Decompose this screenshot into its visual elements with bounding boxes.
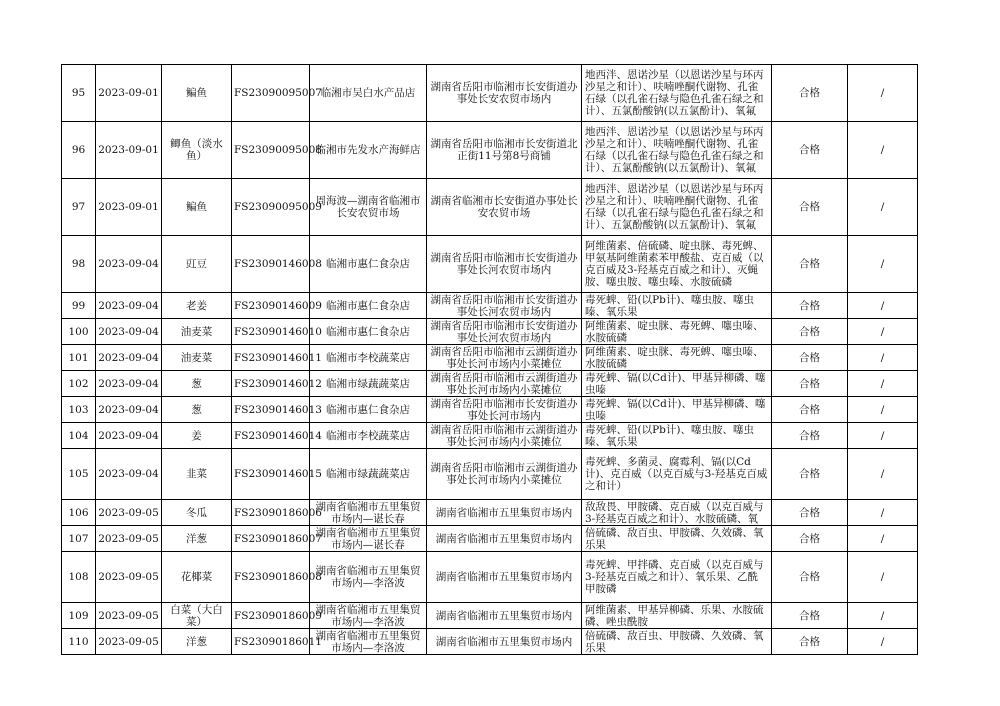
row-number: 97 <box>62 179 96 236</box>
sampling-date: 2023-09-01 <box>96 179 162 236</box>
result: 合格 <box>772 603 848 629</box>
seller-address: 湖南省岳阳市临湘市云湖街道办事处长河市场内小菜摊位 <box>427 423 582 449</box>
food-name: 鳊鱼 <box>162 179 232 236</box>
sampling-date: 2023-09-04 <box>96 345 162 371</box>
sampling-date: 2023-09-04 <box>96 319 162 345</box>
note: / <box>848 65 918 122</box>
row-number: 108 <box>62 552 96 603</box>
food-name: 冬瓜 <box>162 500 232 526</box>
test-items: 地西泮、恩诺沙星（以恩诺沙星与环丙沙星之和计）、呋喃唑酮代谢物、孔雀石绿（以孔雀石绿与隐色孔雀石绿之和计）、五氯酚酸钠(以五氯酚计)、氧氟 <box>582 179 772 236</box>
food-name: 葱 <box>162 371 232 397</box>
note: / <box>848 122 918 179</box>
seller-name: 临湘市绿蔬蔬菜店 <box>310 449 427 500</box>
food-name: 韭菜 <box>162 449 232 500</box>
row-number: 102 <box>62 371 96 397</box>
row-number: 104 <box>62 423 96 449</box>
sample-code: FS23090146013 <box>232 397 310 423</box>
sample-code: FS23090146008 <box>232 236 310 293</box>
result: 合格 <box>772 122 848 179</box>
food-name: 花椰菜 <box>162 552 232 603</box>
seller-name: 临湘市先发水产海鲜店 <box>310 122 427 179</box>
seller-address: 湖南省岳阳市临湘市长安街道办事处长河市场内 <box>427 397 582 423</box>
seller-address: 湖南省岳阳市临湘市长安街道办事处长河农贸市场内 <box>427 319 582 345</box>
note: / <box>848 500 918 526</box>
food-name: 洋葱 <box>162 526 232 552</box>
table-row <box>62 65 918 122</box>
sampling-date: 2023-09-04 <box>96 236 162 293</box>
table-row <box>62 449 918 500</box>
sample-code: FS23090146015 <box>232 449 310 500</box>
sampling-date: 2023-09-05 <box>96 500 162 526</box>
sampling-date: 2023-09-05 <box>96 526 162 552</box>
note: / <box>848 319 918 345</box>
seller-address: 湖南省岳阳市临湘市长安街道办事处长安农贸市场内 <box>427 65 582 122</box>
sample-code: FS23090186008 <box>232 552 310 603</box>
table-row <box>62 500 918 526</box>
seller-address: 湖南省临湘市五里集贸市场内 <box>427 603 582 629</box>
test-items: 毒死蜱、甲拌磷、克百威（以克百威与3-羟基克百威之和计）、氧乐果、乙酰甲胺磷 <box>582 552 772 603</box>
seller-address: 湖南省岳阳市临湘市长安街道办事处长河农贸市场内 <box>427 293 582 319</box>
seller-name: 临湘市李校蔬菜店 <box>310 345 427 371</box>
sampling-date: 2023-09-05 <box>96 629 162 655</box>
seller-address: 湖南省岳阳市临湘市云湖街道办事处长河市场内小菜摊位 <box>427 371 582 397</box>
note: / <box>848 293 918 319</box>
row-number: 109 <box>62 603 96 629</box>
table-row <box>62 397 918 423</box>
sample-code: FS23090146009 <box>232 293 310 319</box>
table-row <box>62 526 918 552</box>
table-row <box>62 345 918 371</box>
seller-name: 湖南省临湘市五里集贸市场内—谌长春 <box>310 526 427 552</box>
sampling-date: 2023-09-01 <box>96 122 162 179</box>
test-items: 毒死蜱、镉(以Cd计)、甲基异柳磷、噻虫嗪 <box>582 397 772 423</box>
food-name: 白菜（大白菜） <box>162 603 232 629</box>
test-items: 倍硫磷、敌百虫、甲胺磷、久效磷、氧乐果 <box>582 526 772 552</box>
test-items: 地西泮、恩诺沙星（以恩诺沙星与环丙沙星之和计）、呋喃唑酮代谢物、孔雀石绿（以孔雀石绿与隐色孔雀石绿之和计）、五氯酚酸钠(以五氯酚计)、氧氟 <box>582 65 772 122</box>
table-row <box>62 423 918 449</box>
result: 合格 <box>772 449 848 500</box>
row-number: 95 <box>62 65 96 122</box>
seller-name: 临湘市惠仁食杂店 <box>310 293 427 319</box>
note: / <box>848 236 918 293</box>
row-number: 103 <box>62 397 96 423</box>
test-items: 阿维菌素、倍硫磷、啶虫脒、毒死蜱、甲氨基阿维菌素苯甲酸盐、克百威（以克百威及3-羟基克百威之和计）、灭蝇胺、噻虫胺、噻虫嗪、水胺硫磷 <box>582 236 772 293</box>
food-name: 洋葱 <box>162 629 232 655</box>
test-items: 毒死蜱、铅(以Pb计)、噻虫胺、噻虫嗪、氧乐果 <box>582 293 772 319</box>
note: / <box>848 345 918 371</box>
sampling-date: 2023-09-04 <box>96 371 162 397</box>
row-number: 100 <box>62 319 96 345</box>
test-items: 倍硫磷、敌百虫、甲胺磷、久效磷、氧乐果 <box>582 629 772 655</box>
table-row <box>62 552 918 603</box>
seller-address: 湖南省临湘市五里集贸市场内 <box>427 500 582 526</box>
note: / <box>848 397 918 423</box>
food-name: 鳊鱼 <box>162 65 232 122</box>
sample-code: FS23090146011 <box>232 345 310 371</box>
inspection-table <box>61 64 918 655</box>
seller-address: 湖南省临湘市长安街道办事处长安农贸市场 <box>427 179 582 236</box>
test-items: 阿维菌素、啶虫脒、毒死蜱、噻虫嗪、水胺硫磷 <box>582 319 772 345</box>
seller-address: 湖南省岳阳市临湘市长安街道北正街11号第8号商铺 <box>427 122 582 179</box>
note: / <box>848 629 918 655</box>
test-items: 毒死蜱、多菌灵、腐霉利、镉(以Cd计)、克百威（以克百威与3-羟基克百威之和计） <box>582 449 772 500</box>
sampling-date: 2023-09-04 <box>96 293 162 319</box>
sample-code: FS23090186007 <box>232 526 310 552</box>
sampling-date: 2023-09-04 <box>96 423 162 449</box>
seller-name: 湖南省临湘市五里集贸市场内—谌长春 <box>310 500 427 526</box>
test-items: 阿维菌素、甲基异柳磷、乐果、水胺硫磷、唑虫酰胺 <box>582 603 772 629</box>
food-name: 葱 <box>162 397 232 423</box>
result: 合格 <box>772 65 848 122</box>
table-row <box>62 371 918 397</box>
result: 合格 <box>772 397 848 423</box>
sample-code: FS23090186006 <box>232 500 310 526</box>
test-items: 敌敌畏、甲胺磷、克百威（以克百威与3-羟基克百威之和计）、水胺硫磷、氧 <box>582 500 772 526</box>
row-number: 96 <box>62 122 96 179</box>
seller-name: 临湘市吴白水产品店 <box>310 65 427 122</box>
test-items: 毒死蜱、铅(以Pb计)、噻虫胺、噻虫嗪、氧乐果 <box>582 423 772 449</box>
row-number: 107 <box>62 526 96 552</box>
seller-address: 湖南省岳阳市临湘市长安街道办事处长河农贸市场内 <box>427 236 582 293</box>
table-row <box>62 603 918 629</box>
sample-code: FS23090146010 <box>232 319 310 345</box>
food-name: 豇豆 <box>162 236 232 293</box>
sampling-date: 2023-09-05 <box>96 603 162 629</box>
sample-code: FS23090146014 <box>232 423 310 449</box>
note: / <box>848 552 918 603</box>
note: / <box>848 179 918 236</box>
table-row <box>62 236 918 293</box>
result: 合格 <box>772 179 848 236</box>
food-name: 老姜 <box>162 293 232 319</box>
sampling-date: 2023-09-04 <box>96 449 162 500</box>
table-row <box>62 293 918 319</box>
test-items: 毒死蜱、镉(以Cd计)、甲基异柳磷、噻虫嗪 <box>582 371 772 397</box>
note: / <box>848 371 918 397</box>
seller-address: 湖南省临湘市五里集贸市场内 <box>427 552 582 603</box>
note: / <box>848 449 918 500</box>
seller-address: 湖南省临湘市五里集贸市场内 <box>427 526 582 552</box>
seller-address: 湖南省岳阳市临湘市云湖街道办事处长河市场内小菜摊位 <box>427 449 582 500</box>
result: 合格 <box>772 552 848 603</box>
table-row <box>62 179 918 236</box>
seller-name: 临湘市惠仁食杂店 <box>310 236 427 293</box>
food-name: 姜 <box>162 423 232 449</box>
sample-code: FS23090095008 <box>232 122 310 179</box>
sample-code: FS23090095007 <box>232 65 310 122</box>
result: 合格 <box>772 371 848 397</box>
result: 合格 <box>772 629 848 655</box>
seller-name: 临湘市李校蔬菜店 <box>310 423 427 449</box>
row-number: 110 <box>62 629 96 655</box>
test-items: 阿维菌素、啶虫脒、毒死蜱、噻虫嗪、水胺硫磷 <box>582 345 772 371</box>
note: / <box>848 603 918 629</box>
seller-name: 临湘市绿蔬蔬菜店 <box>310 371 427 397</box>
row-number: 105 <box>62 449 96 500</box>
result: 合格 <box>772 423 848 449</box>
seller-name: 周海波—湖南省临湘市长安农贸市场 <box>310 179 427 236</box>
seller-name: 临湘市惠仁食杂店 <box>310 319 427 345</box>
result: 合格 <box>772 236 848 293</box>
result: 合格 <box>772 293 848 319</box>
sampling-date: 2023-09-01 <box>96 65 162 122</box>
sample-code: FS23090186009 <box>232 603 310 629</box>
table-row <box>62 122 918 179</box>
seller-name: 湖南省临湘市五里集贸市场内—李洛波 <box>310 552 427 603</box>
row-number: 106 <box>62 500 96 526</box>
note: / <box>848 526 918 552</box>
seller-name: 湖南省临湘市五里集贸市场内—李洛波 <box>310 629 427 655</box>
food-name: 油麦菜 <box>162 345 232 371</box>
sample-code: FS23090146012 <box>232 371 310 397</box>
sample-code: FS23090186011 <box>232 629 310 655</box>
sampling-date: 2023-09-05 <box>96 552 162 603</box>
result: 合格 <box>772 500 848 526</box>
sampling-date: 2023-09-04 <box>96 397 162 423</box>
row-number: 99 <box>62 293 96 319</box>
seller-name: 湖南省临湘市五里集贸市场内—李洛波 <box>310 603 427 629</box>
note: / <box>848 423 918 449</box>
row-number: 98 <box>62 236 96 293</box>
row-number: 101 <box>62 345 96 371</box>
sample-code: FS23090095009 <box>232 179 310 236</box>
result: 合格 <box>772 345 848 371</box>
seller-name: 临湘市惠仁食杂店 <box>310 397 427 423</box>
table-row <box>62 629 918 655</box>
result: 合格 <box>772 526 848 552</box>
food-name: 鲫鱼（淡水鱼） <box>162 122 232 179</box>
seller-address: 湖南省岳阳市临湘市云湖街道办事处长河市场内小菜摊位 <box>427 345 582 371</box>
table-row <box>62 319 918 345</box>
seller-address: 湖南省临湘市五里集贸市场内 <box>427 629 582 655</box>
food-name: 油麦菜 <box>162 319 232 345</box>
test-items: 地西泮、恩诺沙星（以恩诺沙星与环丙沙星之和计）、呋喃唑酮代谢物、孔雀石绿（以孔雀石绿与隐色孔雀石绿之和计）、五氯酚酸钠(以五氯酚计)、氧氟 <box>582 122 772 179</box>
result: 合格 <box>772 319 848 345</box>
